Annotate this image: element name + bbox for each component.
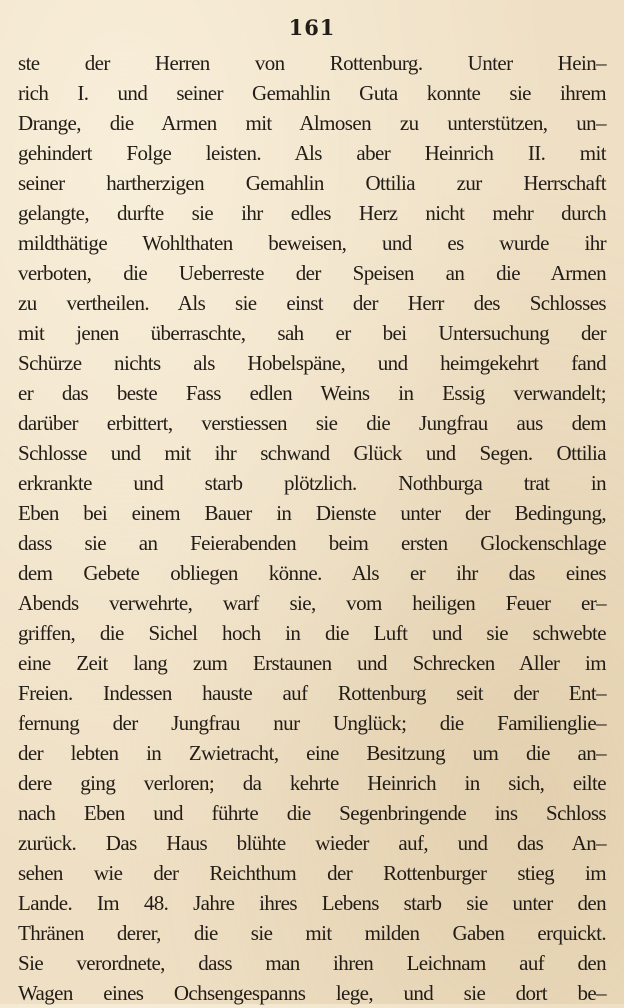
text-line: Thränen derer, die sie mit milden Gaben erquickt. — [18, 921, 606, 945]
text-line: Lande. Im 48. Jahre ihres Lebens starb sie unter den — [18, 891, 606, 915]
text-line: rich I. und seiner Gemahlin Guta konnte sie ihrem — [18, 81, 606, 105]
text-line: erkrankte und starb plötzlich. Nothburga trat in — [18, 471, 606, 495]
text-line: zu vertheilen. Als sie einst der Herr des Schlosses — [18, 291, 606, 315]
text-line: Wagen eines Ochsengespanns lege, und sie dort be– — [18, 981, 606, 1005]
text-line: gelangte, durfte sie ihr edles Herz nicht mehr durch — [18, 201, 606, 225]
text-line: mit jenen überraschte, sah er bei Untersuchung der — [18, 321, 606, 345]
text-line: ste der Herren von Rottenburg. Unter Hein– — [18, 51, 606, 75]
text-line: Drange, die Armen mit Almosen zu unterstützen, un– — [18, 111, 606, 135]
text-line: Abends verwehrte, warf sie, vom heiligen Feuer er– — [18, 591, 606, 615]
body-text — [18, 48, 606, 1008]
text-line: zurück. Das Haus blühte wieder auf, und das An– — [18, 831, 606, 855]
text-line: Sie verordnete, dass man ihren Leichnam auf den — [18, 951, 606, 975]
text-line: gehindert Folge leisten. Als aber Heinrich II. mit — [18, 141, 606, 165]
text-line: eine Zeit lang zum Erstaunen und Schrecken Aller im — [18, 651, 606, 675]
text-line: griffen, die Sichel hoch in die Luft und sie schwebte — [18, 621, 606, 645]
text-line: dem Gebete obliegen könne. Als er ihr das eines — [18, 561, 606, 585]
text-line: mildthätige Wohlthaten beweisen, und es wurde ihr — [18, 231, 606, 255]
text-line: dere ging verloren; da kehrte Heinrich in sich, eilte — [18, 771, 606, 795]
page-number: 161 — [288, 15, 336, 40]
text-line: dass sie an Feierabenden beim ersten Glockenschlage — [18, 531, 606, 555]
text-line: verboten, die Ueberreste der Speisen an die Armen — [18, 261, 606, 285]
text-line: Eben bei einem Bauer in Dienste unter der Bedingung, — [18, 501, 606, 525]
text-line: Freien. Indessen hauste auf Rottenburg seit der Ent– — [18, 681, 606, 705]
text-line: Schlosse und mit ihr schwand Glück und Segen. Ottilia — [18, 441, 606, 465]
text-line: Schürze nichts als Hobelspäne, und heimgekehrt fand — [18, 351, 606, 375]
text-line: der lebten in Zwietracht, eine Besitzung um die an– — [18, 741, 606, 765]
text-line: seiner hartherzigen Gemahlin Ottilia zur Herrschaft — [18, 171, 606, 195]
text-line: sehen wie der Reichthum der Rottenburger stieg im — [18, 861, 606, 885]
text-line: fernung der Jungfrau nur Unglück; die Familienglie– — [18, 711, 606, 735]
text-line: nach Eben und führte die Segenbringende ins Schloss — [18, 801, 606, 825]
text-line: er das beste Fass edlen Weins in Essig verwandelt; — [18, 381, 606, 405]
text-line: darüber erbittert, verstiessen sie die Jungfrau aus dem — [18, 411, 606, 435]
